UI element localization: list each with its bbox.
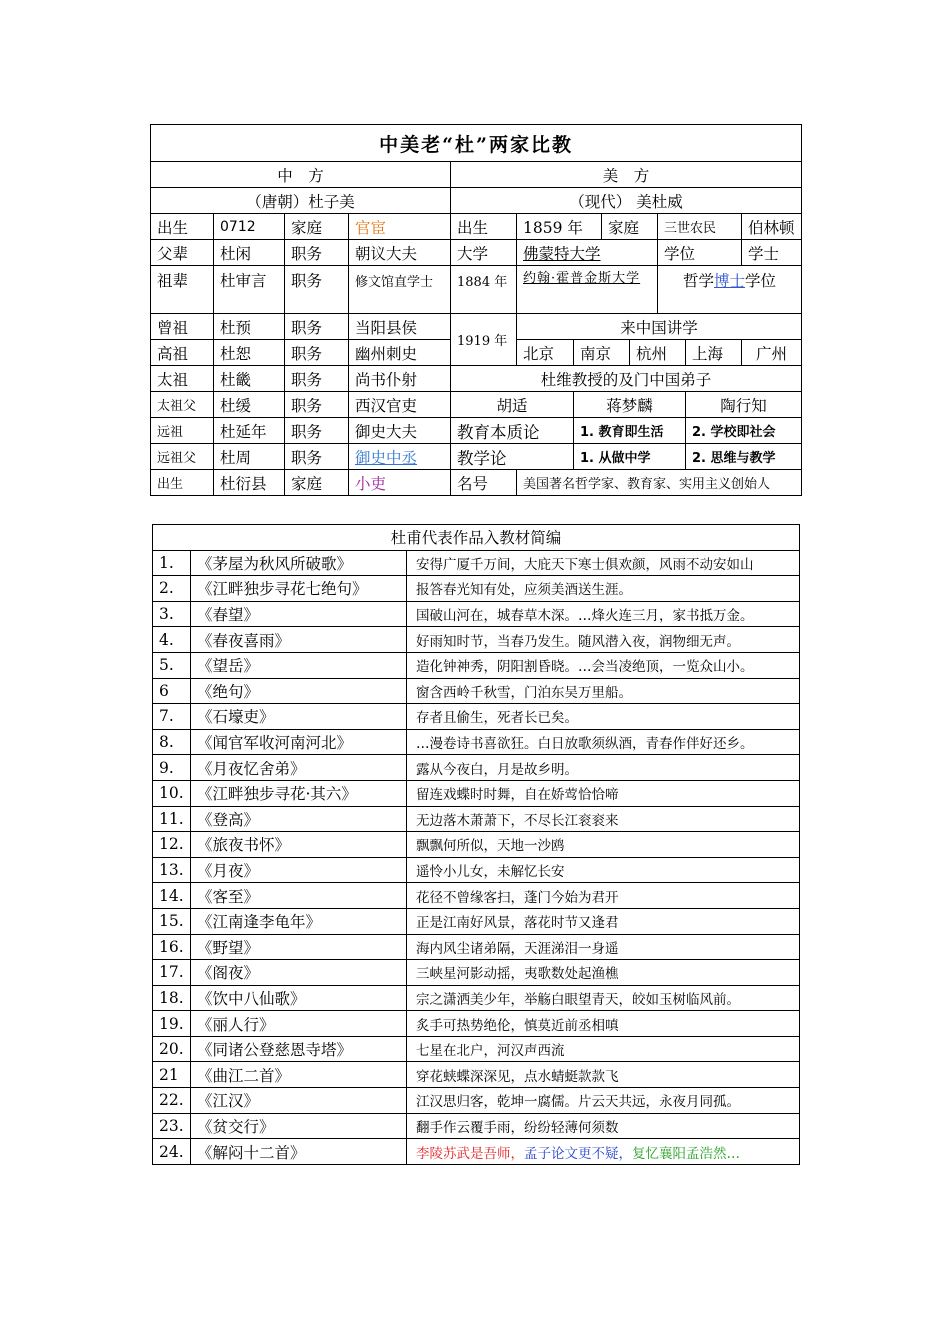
- work-title: 《客至》: [191, 883, 407, 909]
- value-cell-link[interactable]: 御史中丞: [349, 444, 451, 470]
- table-row: [151, 214, 802, 240]
- table-row: [153, 550, 800, 576]
- work-title: 《饮中八仙歌》: [191, 985, 407, 1011]
- comparison-title: 中美老“杜”两家比教: [151, 125, 802, 162]
- year-1919: 1919 年: [451, 314, 517, 366]
- birthplace: 伯林顿: [742, 214, 802, 240]
- table-row: [151, 366, 802, 392]
- name-cell: 杜衍县: [214, 470, 285, 496]
- work-number: 17.: [153, 960, 191, 986]
- table-row: [151, 314, 802, 340]
- table-row: [153, 678, 800, 704]
- work-number: 13.: [153, 857, 191, 883]
- work-number: 23.: [153, 1113, 191, 1139]
- work-title: 《春夜喜雨》: [191, 627, 407, 653]
- work-quote: 穿花蛱蝶深深见，点水蜻蜓款款飞: [407, 1062, 800, 1088]
- work-title: 《江南逢李龟年》: [191, 908, 407, 934]
- city-shanghai: 上海: [686, 340, 742, 366]
- table-row: [153, 1036, 800, 1062]
- table-row: [153, 1011, 800, 1037]
- work-number: 20.: [153, 1036, 191, 1062]
- work-number: 2.: [153, 576, 191, 602]
- work-title: 《茅屋为秋风所破歌》: [191, 550, 407, 576]
- work-number: 5.: [153, 652, 191, 678]
- table-row: [153, 806, 800, 832]
- label-cell: 职务: [285, 266, 349, 314]
- work-title: 《春望》: [191, 601, 407, 627]
- teach-theory: 教学论: [451, 444, 574, 470]
- name-cell: 杜延年: [214, 418, 285, 444]
- work-number: 4.: [153, 627, 191, 653]
- work-title: 《闻官军收河南河北》: [191, 729, 407, 755]
- work-quote: 国破山河在，城春草木深。…烽火连三月，家书抵万金。: [407, 601, 800, 627]
- work-number: 3.: [153, 601, 191, 627]
- table-row: [153, 780, 800, 806]
- label-cell: 职务: [285, 392, 349, 418]
- table-row: [153, 576, 800, 602]
- label-cell: 职务: [285, 444, 349, 470]
- label-cell: 职务: [285, 340, 349, 366]
- work-number: 24.: [153, 1139, 191, 1165]
- work-quote: 造化钟神秀，阴阳割昏晓。…会当凌绝顶，一览众山小。: [407, 652, 800, 678]
- work-title: 《解闷十二首》: [191, 1139, 407, 1165]
- disciple-hu-shi: 胡适: [451, 392, 574, 418]
- generation-cell: 太祖: [151, 366, 214, 392]
- work-quote: 飘飘何所似，天地一沙鸥: [407, 832, 800, 858]
- generation-cell: 出生: [151, 214, 214, 240]
- value-cell: 幽州刺史: [349, 340, 451, 366]
- work-number: 9.: [153, 755, 191, 781]
- work-quote: 留连戏蝶时时舞，自在娇莺恰恰啼: [407, 780, 800, 806]
- city-beijing: 北京: [517, 340, 574, 366]
- works-table: [152, 524, 800, 1165]
- work-title: 《阁夜》: [191, 960, 407, 986]
- table-row: [153, 908, 800, 934]
- table-row: [153, 652, 800, 678]
- work-quote: [407, 1139, 800, 1165]
- name-value: 美国著名哲学家、教育家、实用主义创始人: [517, 470, 802, 496]
- work-number: 19.: [153, 1011, 191, 1037]
- name-cell: 杜审言: [214, 266, 285, 314]
- work-title: 《丽人行》: [191, 1011, 407, 1037]
- generation-cell: 太祖父: [151, 392, 214, 418]
- disciple-tao-xingzhi: 陶行知: [686, 392, 802, 418]
- work-title: 《江畔独步寻花·其六》: [191, 780, 407, 806]
- edu-point-1: 1. 教育即生活: [574, 418, 686, 444]
- table-row: [151, 470, 802, 496]
- teach-point-2: 2. 思维与教学: [686, 444, 802, 470]
- work-title: 《绝句》: [191, 678, 407, 704]
- work-number: 6: [153, 678, 191, 704]
- work-quote: 宗之潇洒美少年，举觞白眼望青天，皎如玉树临风前。: [407, 985, 800, 1011]
- family-value: 三世农民: [658, 214, 742, 240]
- quote-part-q2: 孟子论文更不疑，: [524, 1145, 632, 1162]
- work-quote: 好雨知时节，当春乃发生。随风潜入夜，润物细无声。: [407, 627, 800, 653]
- table-row: [151, 266, 802, 314]
- quote-part-q1: 李陵苏武是吾师，: [416, 1145, 524, 1162]
- work-quote: 无边落木萧萧下，不尽长江衮衮来: [407, 806, 800, 832]
- university-label: 大学: [451, 240, 517, 266]
- table-row: [153, 832, 800, 858]
- work-title: 《望岳》: [191, 652, 407, 678]
- name-cell: 杜周: [214, 444, 285, 470]
- work-number: 15.: [153, 908, 191, 934]
- dewey-subtitle: （现代） 美杜威: [451, 188, 802, 214]
- generation-cell: 父辈: [151, 240, 214, 266]
- phd-suffix: 学位: [745, 272, 777, 290]
- label-cell: 职务: [285, 418, 349, 444]
- city-nanjing: 南京: [574, 340, 630, 366]
- degree-value: 学士: [742, 240, 802, 266]
- name-cell: 杜缓: [214, 392, 285, 418]
- usa-header: 美 方: [451, 162, 802, 188]
- table-row: [153, 857, 800, 883]
- works-title: 杜甫代表作品入教材简编: [153, 525, 800, 551]
- generation-cell: 高祖: [151, 340, 214, 366]
- table-row: [153, 883, 800, 909]
- work-quote: 露从今夜白，月是故乡明。: [407, 755, 800, 781]
- name-cell: 杜畿: [214, 366, 285, 392]
- work-number: 1.: [153, 550, 191, 576]
- work-quote: …漫卷诗书喜欲狂。白日放歌须纵酒，青春作伴好还乡。: [407, 729, 800, 755]
- du-fu-subtitle: （唐朝）杜子美: [151, 188, 451, 214]
- value-cell: 尚书仆射: [349, 366, 451, 392]
- value-cell: 御史大夫: [349, 418, 451, 444]
- university-value[interactable]: 佛蒙特大学: [517, 240, 658, 266]
- family-label: 家庭: [602, 214, 658, 240]
- birth-label: 出生: [451, 214, 517, 240]
- work-number: 10.: [153, 780, 191, 806]
- disciples-title: 杜维教授的及门中国弟子: [451, 366, 802, 392]
- work-title: 《同诸公登慈恩寺塔》: [191, 1036, 407, 1062]
- year-1884: 1884 年: [451, 266, 517, 314]
- work-quote: 安得广厦千万间，大庇天下寒士俱欢颜，风雨不动安如山: [407, 550, 800, 576]
- generation-cell: 曾祖: [151, 314, 214, 340]
- degree-label: 学位: [658, 240, 742, 266]
- china-header: 中 方: [151, 162, 451, 188]
- generation-cell: 远祖: [151, 418, 214, 444]
- value-cell: 官宦: [349, 214, 451, 240]
- phd-degree: [658, 266, 802, 314]
- work-number: 18.: [153, 985, 191, 1011]
- value-cell: 朝议大夫: [349, 240, 451, 266]
- table-row: [153, 1062, 800, 1088]
- work-quote: 报答春光知有处，应须美酒送生涯。: [407, 576, 800, 602]
- label-cell: 家庭: [285, 214, 349, 240]
- label-cell: 职务: [285, 366, 349, 392]
- comparison-table: [150, 124, 802, 496]
- generation-cell: 出生: [151, 470, 214, 496]
- value-cell: 小吏: [349, 470, 451, 496]
- work-quote: 江汉思归客，乾坤一腐儒。片云天共远，永夜月同孤。: [407, 1088, 800, 1114]
- birth-year: 1859 年: [517, 214, 602, 240]
- work-number: 12.: [153, 832, 191, 858]
- generation-cell: 远祖父: [151, 444, 214, 470]
- work-number: 8.: [153, 729, 191, 755]
- generation-cell: 祖辈: [151, 266, 214, 314]
- work-number: 16.: [153, 934, 191, 960]
- work-number: 14.: [153, 883, 191, 909]
- work-quote: 正是江南好风景，落花时节又逢君: [407, 908, 800, 934]
- table-row: [151, 444, 802, 470]
- table-row: [153, 601, 800, 627]
- city-guangzhou: 广州: [742, 340, 802, 366]
- value-cell: 当阳县侯: [349, 314, 451, 340]
- phd-prefix: 哲学: [683, 272, 715, 290]
- work-number: 11.: [153, 806, 191, 832]
- work-title: 《月夜忆舍弟》: [191, 755, 407, 781]
- quote-part-q3: 复忆襄阳孟浩然…: [632, 1145, 740, 1162]
- label-cell: 家庭: [285, 470, 349, 496]
- name-cell: 杜恕: [214, 340, 285, 366]
- phd-link[interactable]: 博士: [714, 272, 746, 290]
- table-row: [153, 1139, 800, 1165]
- work-quote: 花径不曾缘客扫，蓬门今始为君开: [407, 883, 800, 909]
- work-title: 《旅夜书怀》: [191, 832, 407, 858]
- table-row: [153, 627, 800, 653]
- table-row: [153, 704, 800, 730]
- work-title: 《月夜》: [191, 857, 407, 883]
- label-cell: 职务: [285, 314, 349, 340]
- name-cell: 0712: [214, 214, 285, 240]
- name-label: 名号: [451, 470, 517, 496]
- value-cell: 西汉官吏: [349, 392, 451, 418]
- work-title: 《野望》: [191, 934, 407, 960]
- work-title: 《登高》: [191, 806, 407, 832]
- work-quote: 七星在北户，河汉声西流: [407, 1036, 800, 1062]
- edu-theory: 教育本质论: [451, 418, 574, 444]
- table-row: [153, 934, 800, 960]
- table-row: [153, 960, 800, 986]
- work-quote: 存者且偷生，死者长已矣。: [407, 704, 800, 730]
- teach-point-1: 1. 从做中学: [574, 444, 686, 470]
- work-quote: 遥怜小儿女，未解忆长安: [407, 857, 800, 883]
- work-title: 《石壕吏》: [191, 704, 407, 730]
- table-row: [151, 392, 802, 418]
- table-row: [153, 985, 800, 1011]
- work-title: 《曲江二首》: [191, 1062, 407, 1088]
- table-row: [153, 1113, 800, 1139]
- table-row: [153, 1088, 800, 1114]
- lecture-china: 来中国讲学: [517, 314, 802, 340]
- edu-point-2: 2. 学校即社会: [686, 418, 802, 444]
- work-title: 《江汉》: [191, 1088, 407, 1114]
- work-number: 21: [153, 1062, 191, 1088]
- table-row: [153, 729, 800, 755]
- table-row: [151, 240, 802, 266]
- disciple-jiang-menglin: 蒋梦麟: [574, 392, 686, 418]
- work-number: 7.: [153, 704, 191, 730]
- work-quote: 海内风尘诸弟隔，天涯涕泪一身遥: [407, 934, 800, 960]
- work-title: 《贫交行》: [191, 1113, 407, 1139]
- work-number: 22.: [153, 1088, 191, 1114]
- value-cell: 修文馆直学士: [349, 266, 451, 314]
- work-quote: 炙手可热势绝伦，慎莫近前丞相嗔: [407, 1011, 800, 1037]
- jhu-university[interactable]: 约翰·霍普金斯大学: [517, 266, 658, 314]
- table-row: [151, 418, 802, 444]
- work-quote: 窗含西岭千秋雪，门泊东吴万里船。: [407, 678, 800, 704]
- city-hangzhou: 杭州: [630, 340, 686, 366]
- label-cell: 职务: [285, 240, 349, 266]
- name-cell: 杜闲: [214, 240, 285, 266]
- work-quote: 三峡星河影动摇，夷歌数处起渔樵: [407, 960, 800, 986]
- work-quote: 翻手作云覆手雨，纷纷轻薄何须数: [407, 1113, 800, 1139]
- work-title: 《江畔独步寻花七绝句》: [191, 576, 407, 602]
- table-row: [153, 755, 800, 781]
- name-cell: 杜预: [214, 314, 285, 340]
